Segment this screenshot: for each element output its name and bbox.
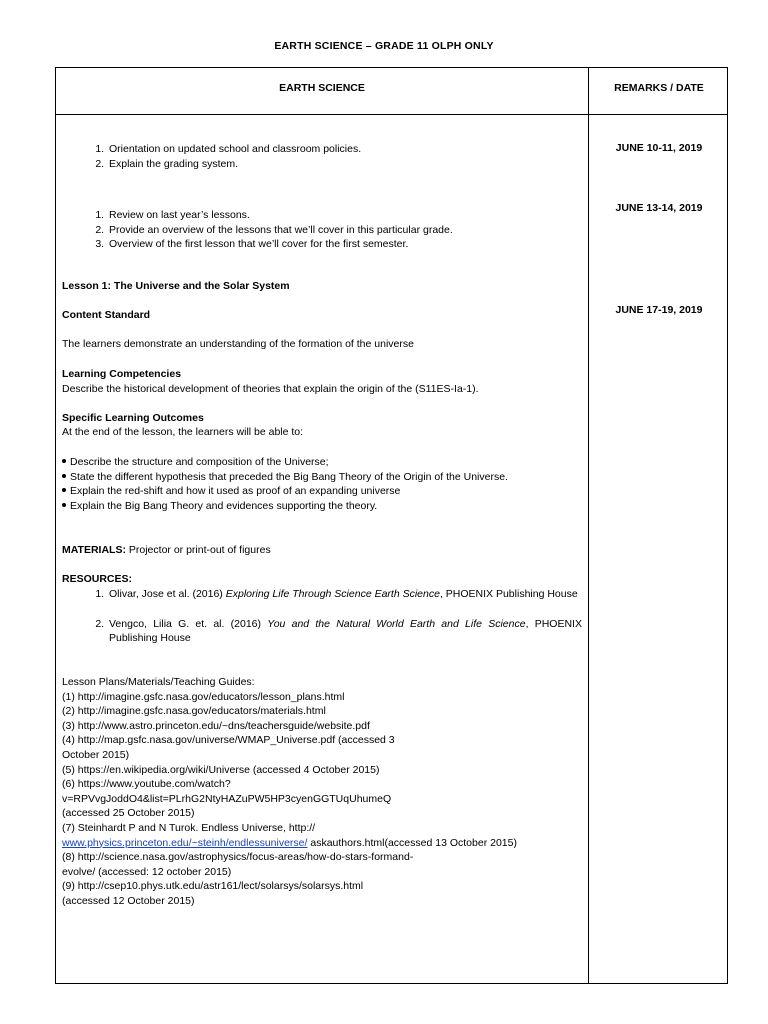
outcomes-intro: At the end of the lesson, the learners will be able to: xyxy=(62,426,304,438)
header-divider xyxy=(56,114,727,115)
guide-line: (5) https://en.wikipedia.org/wiki/Universe (accessed 4 October 2015) xyxy=(62,763,380,776)
competencies-heading: Learning Competencies xyxy=(62,368,182,380)
list-item: 1. Orientation on updated school and classroom policies. xyxy=(107,142,582,157)
teaching-guides xyxy=(62,675,582,909)
list-item: 3. Overview of the first lesson that we’ll cover for the first semester. xyxy=(107,237,582,252)
bullet-icon xyxy=(62,459,66,463)
list-item: 2. Provide an overview of the lessons that we’ll cover in this particular grade. xyxy=(107,223,582,238)
resource-item: 1. Olivar, Jose et al. (2016) Exploring Life Through Science Earth Science, PHOENIX Publishing House xyxy=(107,587,582,602)
content-standard-text: The learners demonstrate an understanding of the formation of the universe xyxy=(62,338,414,350)
guide-line: (6) https://www.youtube.com/watch? xyxy=(62,778,231,791)
list-item: Explain the Big Bang Theory and evidences supporting the theory. xyxy=(62,499,582,514)
header-remarks-date: REMARKS / DATE xyxy=(614,82,704,94)
guides-heading: Lesson Plans/Materials/Teaching Guides: xyxy=(62,676,255,688)
guide-line: (7) Steinhardt P and N Turok. Endless Universe, http:// xyxy=(62,821,316,834)
section2-list xyxy=(62,208,582,252)
guide-line: (accessed 12 October 2015) xyxy=(62,894,195,907)
resources-list xyxy=(62,587,582,646)
guide-line: (3) http://www.astro.princeton.edu/~dns/teachersguide/website.pdf xyxy=(62,719,370,732)
list-item: Explain the red-shift and how it used as proof of an expanding universe xyxy=(62,484,582,499)
lesson-table xyxy=(55,67,728,984)
guide-line: (9) http://csep10.phys.utk.edu/astr161/lect/solarsys/solarsys.html xyxy=(62,880,364,893)
guide-line: www.physics.princeton.edu/~steinh/endlessuniverse/ askauthors.html(accessed 13 October 2015) xyxy=(62,836,517,849)
date-lesson1: JUNE 17-19, 2019 xyxy=(615,304,703,316)
resource-item: 2. Vengco, Lilia G. et. al. (2016) You and the Natural World Earth and Life Science, PHOENIX Publishing House xyxy=(107,617,582,646)
date-section2: JUNE 13-14, 2019 xyxy=(615,202,703,214)
guide-line: (4) http://map.gsfc.nasa.gov/universe/WMAP_Universe.pdf (accessed 3 xyxy=(62,734,395,747)
lesson-title: Lesson 1: The Universe and the Solar System xyxy=(62,280,290,292)
list-item: 2. Explain the grading system. xyxy=(107,157,582,172)
list-item: Describe the structure and composition of the Universe; xyxy=(62,455,582,470)
document-title: EARTH SCIENCE – GRADE 11 OLPH ONLY xyxy=(274,40,494,52)
guide-line: evolve/ (accessed: 12 october 2015) xyxy=(62,865,232,878)
list-item: State the different hypothesis that preceded the Big Bang Theory of the Origin of the Universe. xyxy=(62,470,582,485)
guide-line: (2) http://imagine.gsfc.nasa.gov/educators/materials.html xyxy=(62,705,326,718)
date-section1: JUNE 10-11, 2019 xyxy=(615,142,703,154)
resources-heading: RESOURCES: xyxy=(62,573,133,585)
content-standard-heading: Content Standard xyxy=(62,309,151,321)
bullet-icon xyxy=(62,488,66,492)
header-earth-science: EARTH SCIENCE xyxy=(279,82,365,94)
list-item: 1. Review on last year’s lessons. xyxy=(107,208,582,223)
guide-line: (8) http://science.nasa.gov/astrophysics/focus-areas/how-do-stars-formand- xyxy=(62,851,414,864)
bullet-icon xyxy=(62,474,66,478)
endless-universe-link[interactable]: www.physics.princeton.edu/~steinh/endlessuniverse/ xyxy=(62,836,308,849)
bullet-icon xyxy=(62,503,66,507)
materials: MATERIALS: Projector or print-out of figures xyxy=(62,544,271,556)
guide-line: October 2015) xyxy=(62,748,130,761)
guide-line: v=RPVvgJoddO4&list=PLrhG2NtyHAZuPW5HP3cyenGGTUqUhumeQ xyxy=(62,792,392,805)
section1-list xyxy=(62,142,582,171)
competencies-text: Describe the historical development of theories that explain the origin of the (S11ES-Ia-1). xyxy=(62,383,479,395)
guide-line: (accessed 25 October 2015) xyxy=(62,807,195,820)
guide-line: (1) http://imagine.gsfc.nasa.gov/educators/lesson_plans.html xyxy=(62,690,345,703)
outcomes-list xyxy=(62,455,582,513)
outcomes-heading: Specific Learning Outcomes xyxy=(62,412,204,424)
